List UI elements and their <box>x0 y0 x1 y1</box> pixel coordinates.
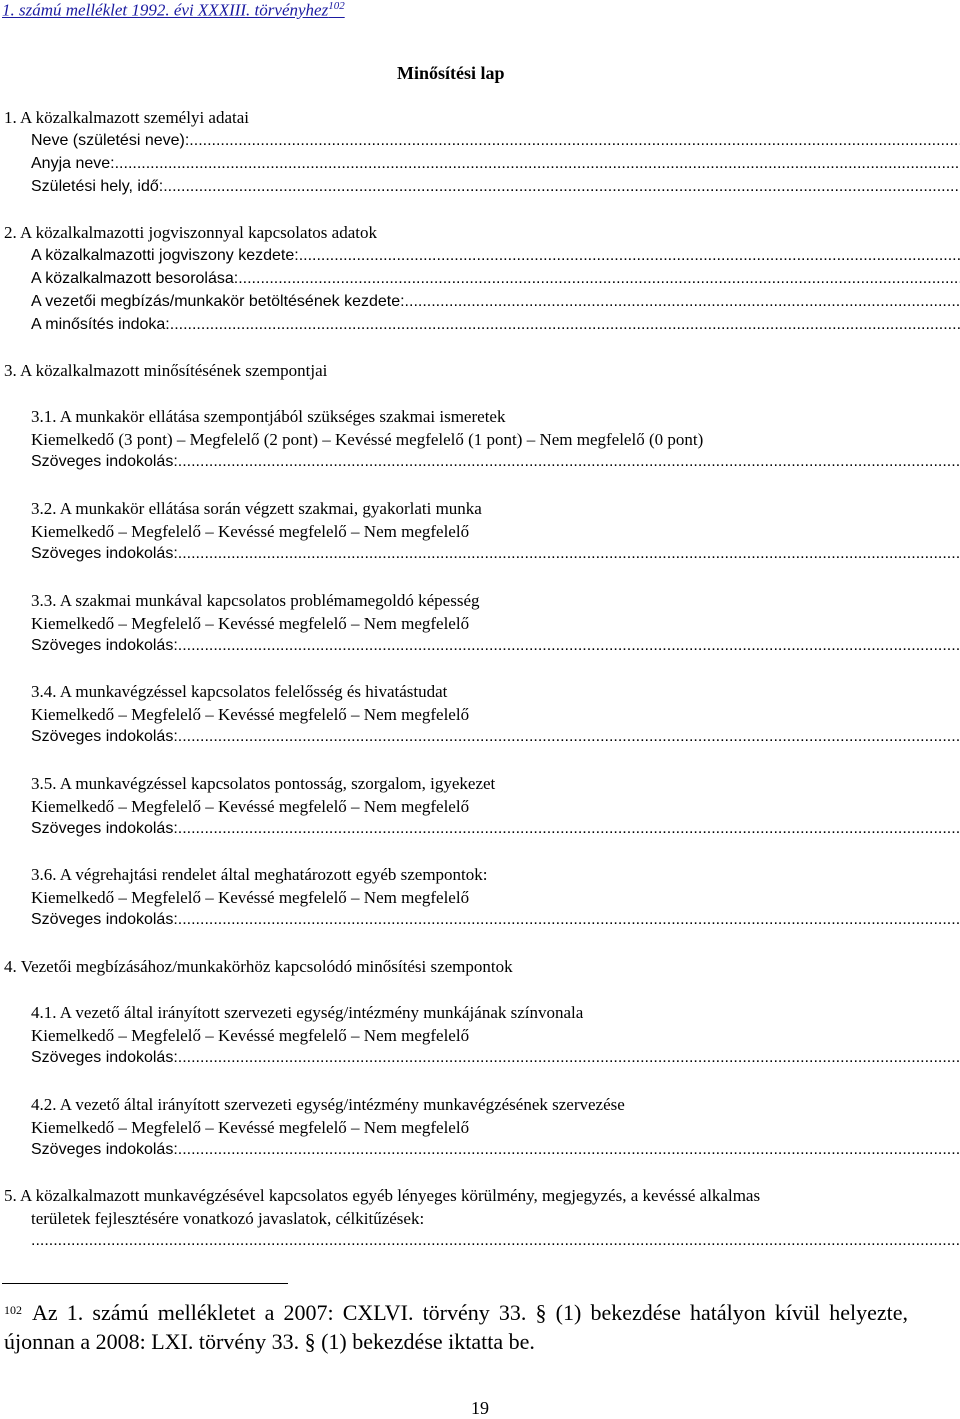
criterion-4-1-title: 4.1. A vezető által irányított szervezeti egység/intézmény munkájának színvonala <box>31 1003 584 1022</box>
criterion-3-2-title: 3.2. A munkakör ellátása során végzett szakmai, gyakorlati munka <box>31 499 482 518</box>
field-name <box>31 132 960 150</box>
section-2-heading: 2. A közalkalmazotti jogviszonnyal kapcsolatos adatok <box>4 223 377 242</box>
criterion-4-2-scale: Kiemelkedő – Megfelelő – Kevéssé megfelelő – Nem megfelelő <box>31 1118 470 1137</box>
field-reason-dots <box>170 316 960 334</box>
field-reason-label: A minősítés indoka: <box>31 316 170 333</box>
field-birth-label: Születési hely, idő: <box>31 178 164 195</box>
section-1-heading: 1. A közalkalmazott személyi adatai <box>4 108 249 127</box>
criterion-3-6-scale: Kiemelkedő – Megfelelő – Kevéssé megfelelő – Nem megfelelő <box>31 888 470 907</box>
footnote <box>4 1298 908 1356</box>
section-5-dots <box>31 1232 960 1250</box>
criterion-3-2-justification <box>31 545 960 563</box>
justification-dots <box>178 1049 960 1067</box>
section-5-line1: 5. A közalkalmazott munkavégzésével kapcsolatos egyéb lényeges körülmény, megjegyzés, a kevéssé alkalmas <box>4 1186 761 1205</box>
justification-label: Szöveges indokolás: <box>31 545 178 562</box>
field-classification-label: A közalkalmazott besorolása: <box>31 270 239 287</box>
field-reason <box>31 316 960 334</box>
field-classification-dots <box>238 270 960 288</box>
field-start-dots <box>299 247 960 265</box>
criterion-4-1-scale: Kiemelkedő – Megfelelő – Kevéssé megfelelő – Nem megfelelő <box>31 1026 470 1045</box>
criterion-3-1-justification <box>31 453 960 471</box>
justification-label: Szöveges indokolás: <box>31 728 178 745</box>
criterion-3-3-title: 3.3. A szakmai munkával kapcsolatos problémamegoldó képesség <box>31 591 480 610</box>
criterion-3-6-title: 3.6. A végrehajtási rendelet által meghatározott egyéb szempontok: <box>31 865 488 884</box>
footnote-rule <box>2 1283 288 1284</box>
field-appointment-dots <box>405 293 960 311</box>
criterion-4-2-justification <box>31 1141 960 1159</box>
justification-dots <box>178 545 960 563</box>
justification-dots <box>178 911 960 929</box>
field-appointment-label: A vezetői megbízás/munkakör betöltésének kezdete: <box>31 293 405 310</box>
criterion-3-5-scale: Kiemelkedő – Megfelelő – Kevéssé megfelelő – Nem megfelelő <box>31 797 470 816</box>
justification-label: Szöveges indokolás: <box>31 820 178 837</box>
justification-label: Szöveges indokolás: <box>31 1049 178 1066</box>
criterion-3-2-scale: Kiemelkedő – Megfelelő – Kevéssé megfelelő – Nem megfelelő <box>31 522 470 541</box>
criterion-4-1-justification <box>31 1049 960 1067</box>
criterion-3-3-scale: Kiemelkedő – Megfelelő – Kevéssé megfelelő – Nem megfelelő <box>31 614 470 633</box>
footnote-number: 102 <box>4 1303 22 1317</box>
field-appointment <box>31 293 960 311</box>
criterion-3-5-justification <box>31 820 960 838</box>
section-5-line2: területek fejlesztésére vonatkozó javaslatok, célkitűzések: <box>31 1209 425 1228</box>
field-start <box>31 247 960 265</box>
section-4-heading: 4. Vezetői megbízásához/munkakörhöz kapcsolódó minősítési szempontok <box>4 957 513 976</box>
field-mother-name-dots <box>115 155 960 173</box>
header-footnote-ref: 102 <box>328 0 345 12</box>
criterion-3-6-justification <box>31 911 960 929</box>
justification-dots <box>178 453 960 471</box>
justification-label: Szöveges indokolás: <box>31 637 178 654</box>
section-5-dots-line <box>31 1232 960 1250</box>
field-mother-name <box>31 155 960 173</box>
criterion-3-4-scale: Kiemelkedő – Megfelelő – Kevéssé megfelelő – Nem megfelelő <box>31 705 470 724</box>
criterion-3-3-justification <box>31 637 960 655</box>
footnote-text: Az 1. számú mellékletet a 2007: CXLVI. törvény 33. § (1) bekezdése hatályon kívül helyezte, újonnan a 2008: LXI. törvény 33. § (1) bekezdése iktatta be. <box>4 1300 908 1354</box>
criterion-4-2-title: 4.2. A vezető által irányított szervezeti egység/intézmény munkavégzésének szervezése <box>31 1095 625 1114</box>
header-text: 1. számú melléklet 1992. évi XXXIII. törvényhez <box>2 0 329 20</box>
justification-label: Szöveges indokolás: <box>31 911 178 928</box>
page-header <box>2 0 345 21</box>
justification-label: Szöveges indokolás: <box>31 453 178 470</box>
field-name-dots <box>189 132 960 150</box>
field-birth-dots <box>163 178 960 196</box>
criterion-3-1-scale: Kiemelkedő (3 pont) – Megfelelő (2 pont) – Kevéssé megfelelő (1 pont) – Nem megfelelő (0 pont) <box>31 430 704 449</box>
field-birth <box>31 178 960 196</box>
document-title: Minősítési lap <box>397 63 505 83</box>
page-number: 19 <box>471 1398 489 1418</box>
justification-dots <box>178 728 960 746</box>
section-3-heading: 3. A közalkalmazott minősítésének szempontjai <box>4 361 328 380</box>
criterion-3-4-justification <box>31 728 960 746</box>
field-start-label: A közalkalmazotti jogviszony kezdete: <box>31 247 299 264</box>
field-mother-name-label: Anyja neve: <box>31 155 115 172</box>
justification-dots <box>178 1141 960 1159</box>
field-name-label: Neve (születési neve): <box>31 132 190 149</box>
field-classification <box>31 270 960 288</box>
criterion-3-4-title: 3.4. A munkavégzéssel kapcsolatos felelősség és hivatástudat <box>31 682 448 701</box>
justification-dots <box>178 820 960 838</box>
criterion-3-5-title: 3.5. A munkavégzéssel kapcsolatos pontosság, szorgalom, igyekezet <box>31 774 496 793</box>
justification-dots <box>178 637 960 655</box>
justification-label: Szöveges indokolás: <box>31 1141 178 1158</box>
criterion-3-1-title: 3.1. A munkakör ellátása szempontjából szükséges szakmai ismeretek <box>31 407 506 426</box>
